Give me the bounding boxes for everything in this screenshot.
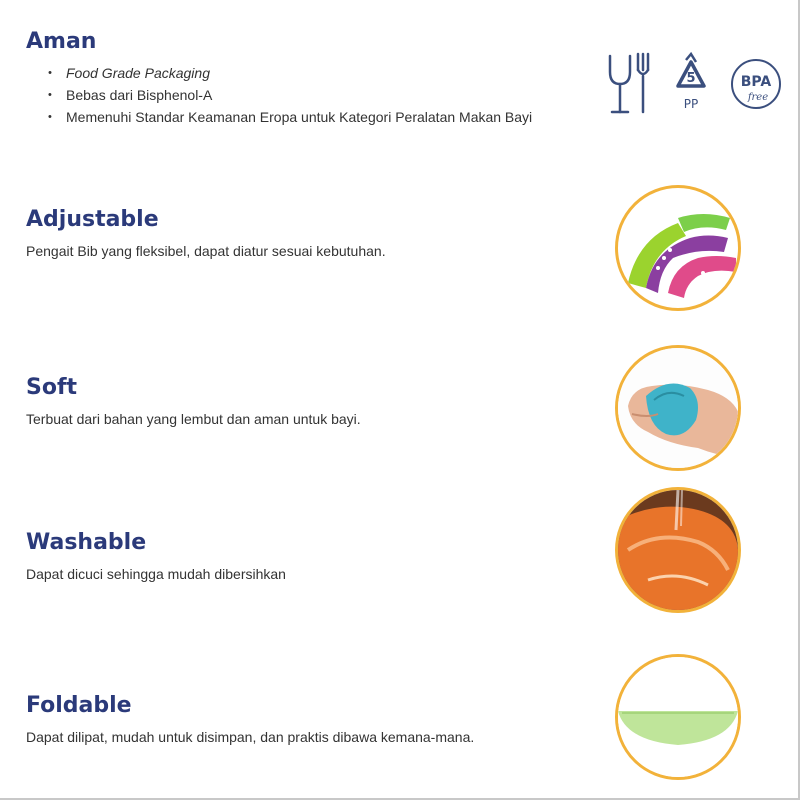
adjustable-section — [26, 206, 386, 260]
adjustable-image — [615, 185, 741, 311]
washable-title: Washable — [26, 530, 147, 555]
adjustable-bib-straps-illustration — [618, 188, 738, 308]
folded-bib-illustration — [618, 657, 738, 777]
foldable-title: Foldable — [26, 693, 132, 718]
soft-description: Terbuat dari bahan yang lembut dan aman untuk bayi. — [26, 411, 361, 427]
foldable-section — [26, 692, 474, 746]
soft-title: Soft — [26, 375, 78, 400]
bpa-main-text: BPA — [740, 74, 772, 90]
adjustable-title: Adjustable — [26, 207, 159, 232]
adjustable-description: Pengait Bib yang fleksibel, dapat diatur sesuai kebutuhan. — [26, 243, 386, 259]
aman-bullet-list — [26, 62, 532, 128]
recycle-code: PP — [683, 97, 699, 111]
bullet-food-grade: • Food Grade Packaging — [48, 62, 532, 84]
washable-description: Dapat dicuci sehingga mudah dibersihkan — [26, 566, 286, 582]
recycle-pp-icon — [678, 54, 704, 111]
safety-icons — [606, 50, 786, 120]
bullet-bpa: • Bebas dari Bisphenol-A — [48, 84, 532, 106]
aman-section — [26, 28, 532, 128]
bullet-standard: • Memenuhi Standar Keamanan Eropa untuk Kategori Peralatan Makan Bayi — [48, 106, 532, 128]
safety-icons-svg — [606, 50, 786, 120]
recycle-number: 5 — [686, 71, 696, 86]
foldable-description: Dapat dilipat, mudah untuk disimpan, dan praktis dibawa kemana-mana. — [26, 729, 475, 745]
hand-squeezing-bib-illustration — [618, 348, 738, 468]
bpa-sub-text: free — [747, 92, 769, 103]
soft-image — [615, 345, 741, 471]
washable-section — [26, 529, 286, 583]
washable-image — [615, 487, 741, 613]
foldable-image — [615, 654, 741, 780]
washing-bib-illustration — [618, 490, 738, 610]
aman-title: Aman — [26, 29, 97, 54]
bpa-free-icon — [732, 60, 780, 108]
soft-section — [26, 374, 361, 428]
food-safe-icon — [610, 54, 648, 112]
